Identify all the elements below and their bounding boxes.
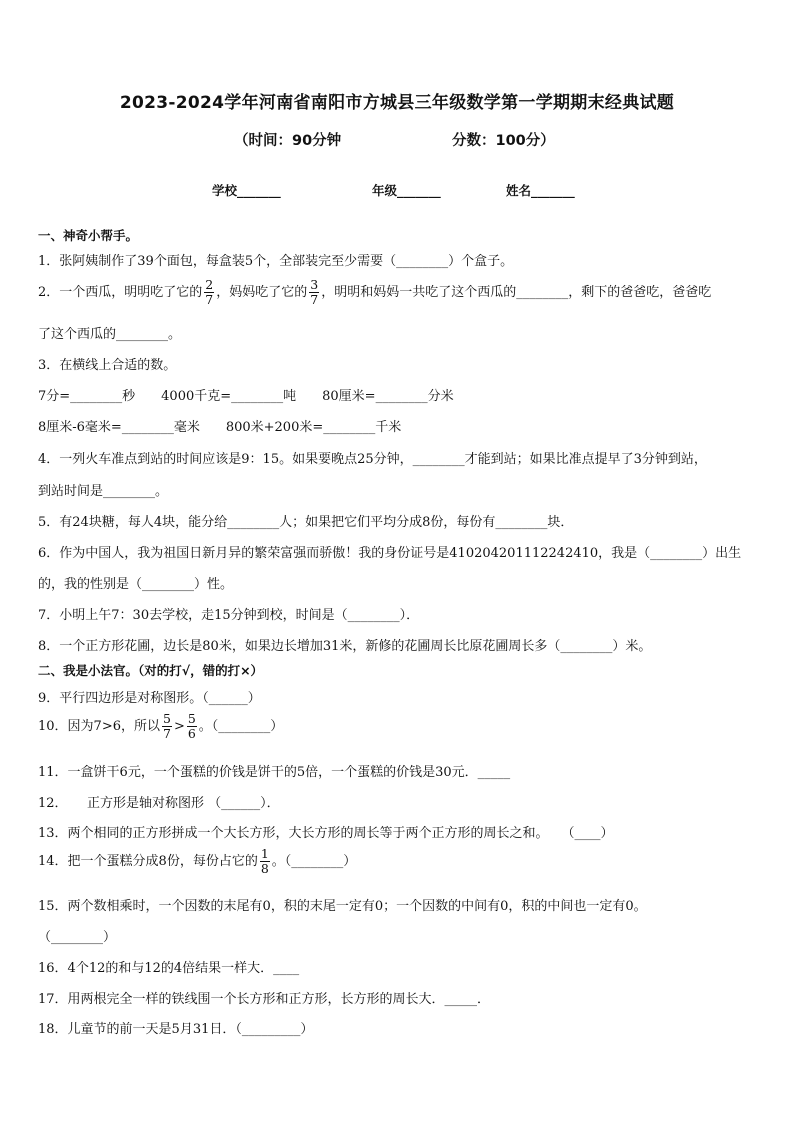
question-7: 7．小明上午7：30去学校，走15分钟到校，时间是（________）． <box>38 608 420 623</box>
question-9: 9．平行四边形是对称图形。（______） <box>38 691 261 706</box>
question-5: 5．有24块糖，每人4块，能分给________人；如果把它们平均分成8份，每份有________块． <box>38 515 574 530</box>
fraction-numerator: 5 <box>162 711 171 726</box>
question-2-text-a: 2．一个西瓜，明明吃了它的 <box>38 285 203 300</box>
fraction-numerator: 3 <box>310 277 319 292</box>
fraction-denominator: 6 <box>187 726 196 741</box>
score-label: 分数：100分） <box>452 133 555 149</box>
question-12: 12． 正方形是轴对称图形 （______）． <box>38 796 280 811</box>
section-heading-2: 二、我是小法官。（对的打√，错的打×） <box>38 663 264 678</box>
question-18: 18．儿童节的前一天是5月31日．（_________） <box>38 1022 314 1037</box>
fraction-numerator: 2 <box>205 277 214 292</box>
question-16: 16．4个12的和与12的4倍结果一样大．____ <box>38 961 300 976</box>
question-10-text-b: 。（________） <box>198 719 284 734</box>
greater-than-sign: > <box>173 719 185 734</box>
grade-field: 年级_______ <box>372 183 441 198</box>
fraction-denominator: 7 <box>205 292 214 307</box>
question-14-text-b: 。（________） <box>271 854 357 869</box>
fraction-numerator: 5 <box>187 711 196 726</box>
question-6-continued: 的，我的性别是（________）性。 <box>38 577 234 592</box>
question-15-continued: （________） <box>38 930 117 945</box>
page-title: 2023-2024学年河南省南阳市方城县三年级数学第一学期期末经典试题 <box>119 93 675 113</box>
question-3: 3．在横线上合适的数。 <box>38 358 177 373</box>
question-11: 11．一盒饼干6元，一个蛋糕的价钱是饼干的5倍，一个蛋糕的价钱是30元．_____ <box>38 765 511 780</box>
fraction-denominator: 8 <box>260 861 269 876</box>
question-15: 15．两个数相乘时，一个因数的末尾有0，积的末尾一定有0；一个因数的中间有0，积的中间也一定有0。 <box>38 899 647 914</box>
question-8: 8．一个正方形花圃，边长是80米，如果边长增加31米，新修的花圃周长比原花圃周长多（________）米。 <box>38 639 652 654</box>
question-2-text-c: ，明明和妈妈一共吃了这个西瓜的________，剩下的爸爸吃，爸爸吃 <box>321 285 712 300</box>
section-heading-1: 一、神奇小帮手。 <box>38 228 139 243</box>
question-3-row-2: 8厘米-6毫米=________毫米 800米+200米=________千米 <box>38 420 402 435</box>
name-field: 姓名_______ <box>506 183 575 198</box>
fraction-denominator: 7 <box>162 726 171 741</box>
question-17: 17．用两根完全一样的铁线围一个长方形和正方形，长方形的周长大．_____． <box>38 992 491 1007</box>
fraction-2-7 <box>204 278 214 307</box>
fraction-1-8 <box>260 847 270 876</box>
question-4-continued: 到站时间是________。 <box>38 484 169 499</box>
question-10 <box>38 712 283 741</box>
fraction-numerator: 1 <box>260 846 269 861</box>
question-4: 4．一列火车准点到站的时间应该是9：15。如果要晚点25分钟，________才能到站；如果比准点提早了3分钟到站， <box>38 452 707 467</box>
question-14 <box>38 847 356 876</box>
fraction-3-7 <box>309 278 319 307</box>
question-1: 1．张阿姨制作了39个面包，每盒装5个，全部装完至少需要（________）个盒子。 <box>38 254 514 269</box>
question-13: 13．两个相同的正方形拼成一个大长方形，大长方形的周长等于两个正方形的周长之和。 （____） <box>38 826 614 841</box>
fraction-5-6 <box>187 712 197 741</box>
time-label: （时间：90分钟 <box>234 133 342 149</box>
question-3-row-1: 7分=________秒 4000千克=________吨 80厘米=________分米 <box>38 389 454 404</box>
question-14-text-a: 14．把一个蛋糕分成8份，每份占它的 <box>38 854 258 869</box>
fraction-5-7 <box>162 712 172 741</box>
question-10-text-a: 10．因为7>6，所以 <box>38 719 160 734</box>
question-6: 6．作为中国人，我为祖国日新月异的繁荣富强而骄傲！我的身份证号是410204201112242410，我是（________）出生 <box>38 546 742 561</box>
question-2 <box>38 278 711 307</box>
fraction-denominator: 7 <box>310 292 319 307</box>
question-2-continued: 了这个西瓜的________。 <box>38 327 182 342</box>
school-field: 学校_______ <box>212 183 281 198</box>
question-2-text-b: ，妈妈吃了它的 <box>216 285 308 300</box>
